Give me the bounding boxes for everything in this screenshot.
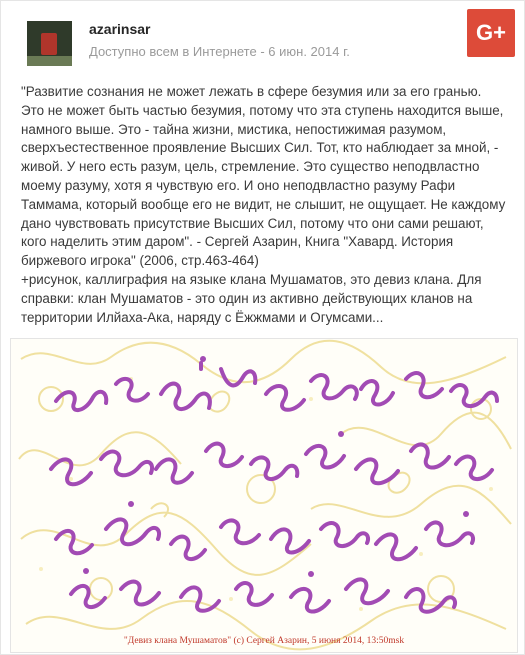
calligraphy-drawing	[11, 339, 517, 652]
post-body	[21, 83, 507, 327]
google-plus-button[interactable]	[467, 9, 515, 57]
author-avatar[interactable]	[27, 21, 72, 66]
google-plus-icon: G+	[476, 20, 506, 45]
meta-separator: -	[260, 44, 269, 59]
post-meta	[89, 44, 350, 59]
image-caption: "Девиз клана Мушаматов" (с) Сергей Азарин, 5 июня 2014, 13:50msk	[123, 636, 405, 646]
post-paragraph-quote: "Развитие сознания не может лежать в сфере безумия или за его гранью. Это не может быть частью безумия, потому что эта ступень находится выше, намного выше. Это - тайна жизни, мистика, непостижимая разумом, сверхъестественное проявление Высших Сил. Тот, кто наблюдает за мной, - живой. У него есть разум, цель, стремление. Это существо неподвластно моему разуму, хотя я чувствую его. И оно неподвластно разуму Рафи Таммама, который вообще его не видит, не слышит, не ощущает. Не каждому дано чувствовать присутствие Высших Сил, потому что они сами решают, кого наделить этим даром". - Сергей Азарин, Книга "Хавард. История биржевого игрока" (2006, стр.463-464)	[21, 84, 506, 269]
calligraphy-image[interactable]	[10, 338, 518, 653]
visibility-label: Доступно всем в Интернете	[89, 44, 257, 59]
author-name[interactable]: azarinsar	[89, 21, 151, 37]
post-date[interactable]: 6 июн. 2014 г.	[268, 44, 350, 59]
post-paragraph-note: +рисунок, каллиграфия на языке клана Мушаматов, это девиз клана. Для справки: клан Мушаматов - это один из активно действующих кланов на территории Илйаха-Ака, наряду с Ёжжмами и Огумсами...	[21, 271, 482, 325]
